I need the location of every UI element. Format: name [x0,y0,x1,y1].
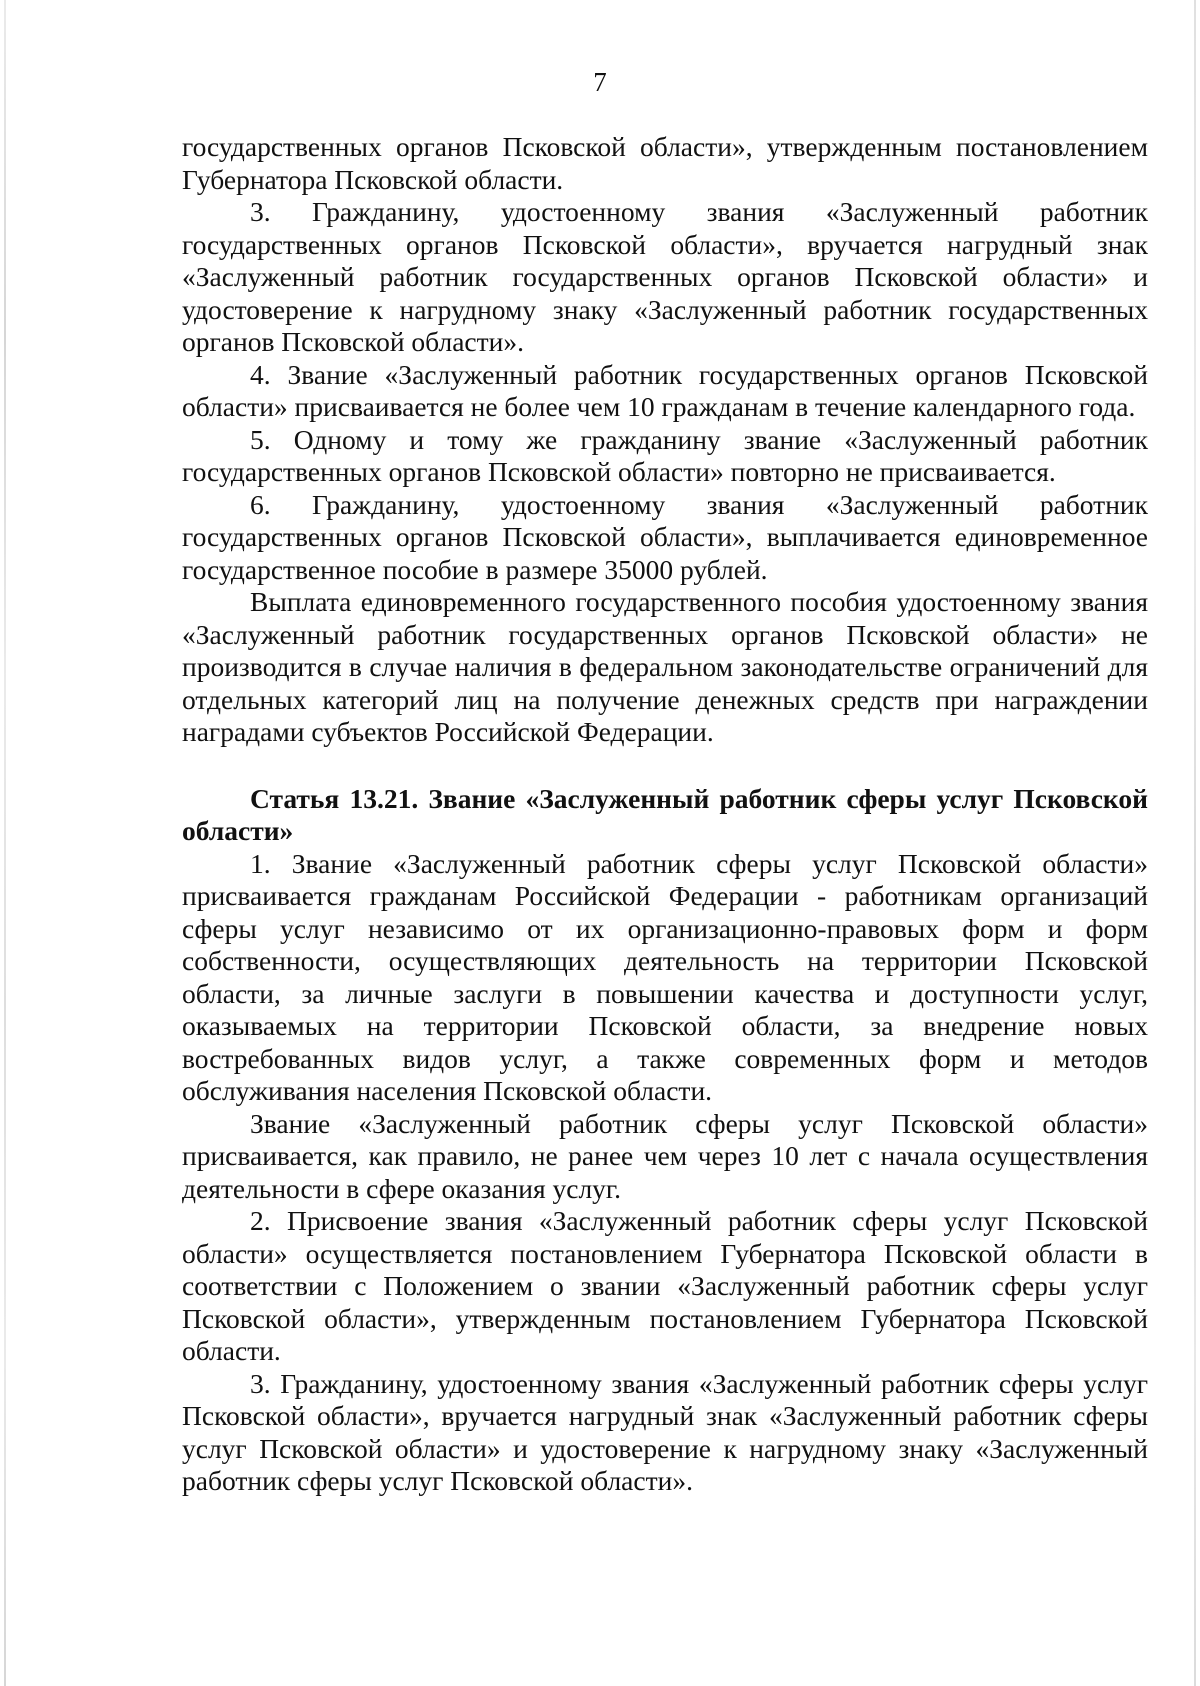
paragraph: 3. Гражданину, удостоенному звания «Заслуженный работник государственных органов Псковской области», вручается нагрудный знак «Заслуженный работник государственных органов Псковской области» и удостоверение к нагрудному знаку «Заслуженный работник государственных органов Псковской области». [182,196,1148,357]
paragraph: 5. Одному и тому же гражданину звание «Заслуженный работник государственных органов Псковской области» повторно не присваивается. [182,423,1148,487]
paragraph: Выплата единовременного государственного пособия удостоенному звания «Заслуженный работник государственных органов Псковской области» не производится в случае наличия в федеральном законодательстве ограничений для отдельных категорий лиц на получение денежных средств при награждении наградами субъектов Российской Федерации. [182,586,1148,747]
paragraph: 6. Гражданину, удостоенному звания «Заслуженный работник государственных органов Псковской области», выплачивается единовременное государственное пособие в размере 35000 рублей. [182,488,1148,585]
paragraph: государственных органов Псковской области», утвержденным постановлением Губернатора Псковской области. [182,131,1148,195]
section-spacer [182,749,1148,783]
paragraph: 4. Звание «Заслуженный работник государственных органов Псковской области» присваивается не более чем 10 гражданам в течение календарного года. [182,358,1148,422]
paragraph: 1. Звание «Заслуженный работник сферы услуг Псковской области» присваивается гражданам Российской Федерации - работникам организаций сферы услуг независимо от их организационно-правовых форм и форм собственности, осуществляющих деятельность на территории Псковской области, за личные заслуги в повышении качества и доступности услуг, оказываемых на территории Псковской области, за внедрение новых востребованных видов услуг, а также современных форм и методов обслуживания населения Псковской области. [182,847,1148,1106]
paragraph: 3. Гражданину, удостоенному звания «Заслуженный работник сферы услуг Псковской области», вручается нагрудный знак «Заслуженный работник сферы услуг Псковской области» и удостоверение к нагрудному знаку «Заслуженный работник сферы услуг Псковской области». [182,1367,1148,1496]
scan-edge-left [4,0,6,1686]
paragraph: 2. Присвоение звания «Заслуженный работник сферы услуг Псковской области» осуществляется постановлением Губернатора Псковской области в соответствии с Положением о звании «Заслуженный работник сферы услуг Псковской области», утвержденным постановлением Губернатора Псковской области. [182,1205,1148,1366]
paragraph: Звание «Заслуженный работник сферы услуг Псковской области» присваивается, как правило, не ранее чем через 10 лет с начала осуществления деятельности в сфере оказания услуг. [182,1107,1148,1204]
document-body [182,131,1148,1498]
article-heading: Статья 13.21. Звание «Заслуженный работник сферы услуг Псковской области» [182,782,1148,846]
page-number: 7 [593,67,607,97]
scan-edge-right [1194,0,1196,1686]
